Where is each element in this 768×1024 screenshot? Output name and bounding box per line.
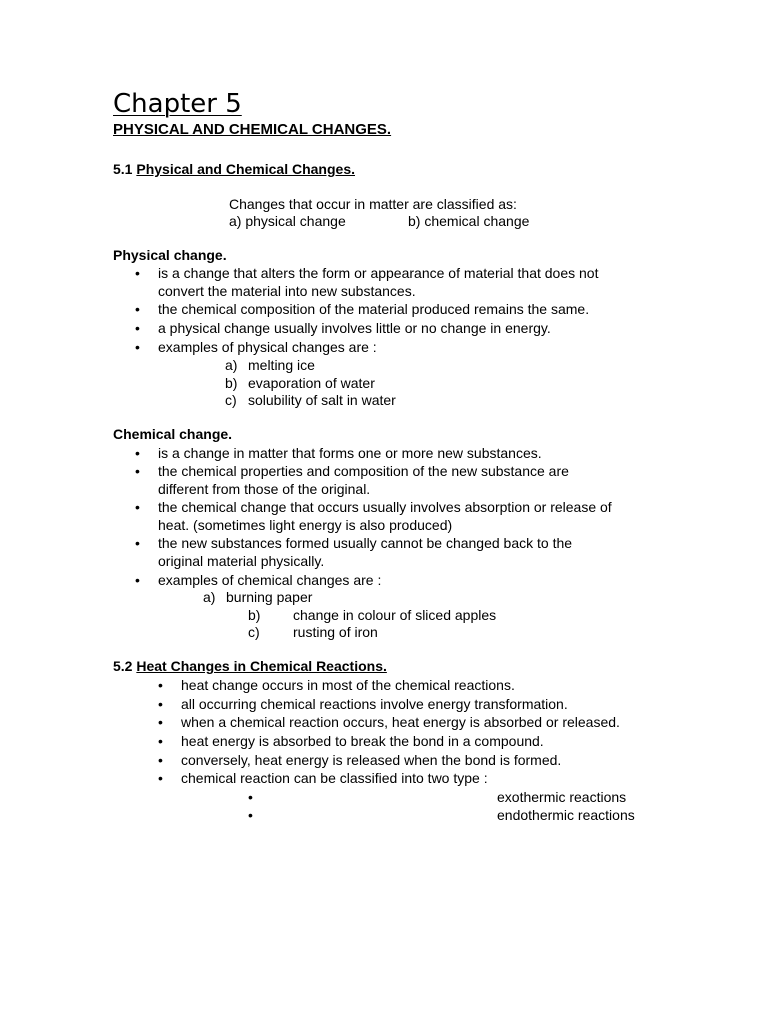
reaction-type: exothermic reactions: [497, 789, 627, 805]
example-marker: c): [225, 392, 237, 408]
classification-intro: Changes that occur in matter are classified as:: [229, 196, 517, 212]
example-marker: a): [225, 357, 238, 373]
example-text: rusting of iron: [293, 624, 378, 640]
list-item: the chemical change that occurs usually involves absorption or release of: [158, 499, 612, 515]
bullet-icon: •: [158, 733, 163, 749]
option-physical: a) physical change: [229, 213, 346, 229]
chapter-title: Chapter 5: [113, 89, 242, 119]
list-item: heat energy is absorbed to break the bond in a compound.: [181, 733, 544, 749]
section-5-2-heading: [113, 657, 387, 675]
list-item: the chemical properties and composition of the new substance are: [158, 463, 569, 479]
reaction-type: endothermic reactions: [497, 807, 635, 823]
bullet-icon: •: [248, 807, 253, 823]
list-item: the chemical composition of the material produced remains the same.: [158, 301, 590, 317]
list-item: examples of chemical changes are :: [158, 572, 382, 588]
example-text: melting ice: [248, 357, 315, 373]
example-marker: a): [203, 589, 216, 605]
bullet-icon: •: [135, 320, 140, 336]
example-marker: b): [248, 607, 261, 623]
list-item: the new substances formed usually cannot be changed back to the: [158, 535, 573, 551]
bullet-icon: •: [135, 445, 140, 461]
list-item: heat change occurs in most of the chemical reactions.: [181, 677, 515, 693]
list-item: all occurring chemical reactions involve energy transformation.: [181, 696, 568, 712]
chemical-change-heading: Chemical change.: [113, 426, 233, 442]
example-text: change in colour of sliced apples: [293, 607, 497, 623]
physical-change-heading: Physical change.: [113, 247, 227, 263]
bullet-icon: •: [248, 789, 253, 805]
list-item: examples of physical changes are :: [158, 339, 377, 355]
bullet-icon: •: [158, 752, 163, 768]
list-item-continuation: heat. (sometimes light energy is also produced): [158, 517, 453, 533]
section-title: Heat Changes in Chemical Reactions.: [136, 658, 387, 674]
section-number: 5.2: [113, 658, 133, 674]
bullet-icon: •: [135, 499, 140, 515]
bullet-icon: •: [135, 572, 140, 588]
list-item: chemical reaction can be classified into two type :: [181, 770, 488, 786]
list-item: conversely, heat energy is released when the bond is formed.: [181, 752, 562, 768]
example-text: evaporation of water: [248, 375, 375, 391]
example-text: solubility of salt in water: [248, 392, 396, 408]
bullet-icon: •: [135, 339, 140, 355]
section-title: Physical and Chemical Changes.: [136, 161, 355, 177]
bullet-icon: •: [135, 301, 140, 317]
chapter-subtitle: PHYSICAL AND CHEMICAL CHANGES.: [113, 121, 392, 138]
section-number: 5.1: [113, 161, 133, 177]
list-item: when a chemical reaction occurs, heat energy is absorbed or released.: [181, 714, 620, 730]
bullet-icon: •: [158, 696, 163, 712]
list-item: is a change that alters the form or appearance of material that does not: [158, 265, 599, 281]
bullet-icon: •: [158, 714, 163, 730]
bullet-icon: •: [135, 535, 140, 551]
example-marker: b): [225, 375, 238, 391]
list-item-continuation: original material physically.: [158, 553, 325, 569]
list-item: a physical change usually involves little or no change in energy.: [158, 320, 551, 336]
section-5-1-heading: [113, 160, 355, 178]
example-text: burning paper: [226, 589, 313, 605]
example-marker: c): [248, 624, 260, 640]
list-item-continuation: different from those of the original.: [158, 481, 371, 497]
option-chemical: b) chemical change: [408, 213, 530, 229]
list-item-continuation: convert the material into new substances.: [158, 283, 416, 299]
bullet-icon: •: [135, 265, 140, 281]
bullet-icon: •: [158, 677, 163, 693]
bullet-icon: •: [135, 463, 140, 479]
list-item: is a change in matter that forms one or more new substances.: [158, 445, 542, 461]
bullet-icon: •: [158, 770, 163, 786]
